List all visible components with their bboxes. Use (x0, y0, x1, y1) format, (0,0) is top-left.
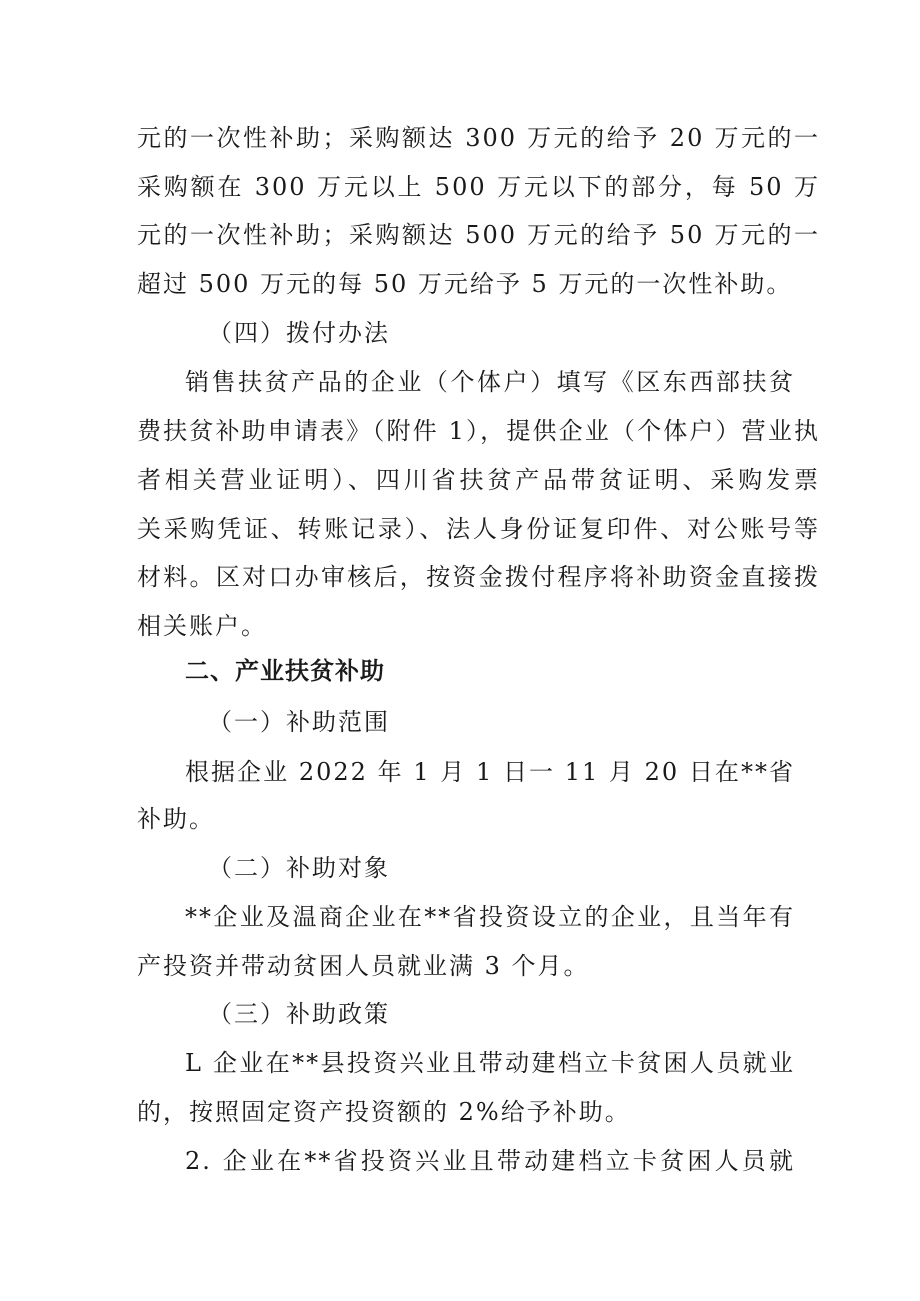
subheading-scope: （一）补助范围 (208, 708, 390, 736)
text-line-6: 销售扶贫产品的企业（个体户）填写《区东西部扶贫 (185, 368, 795, 396)
section-heading-industry-subsidy: 二、产业扶贫补助 (185, 657, 385, 685)
text-line-3: 元的一次性补助；采购额达 500 万元的给予 50 万元的一 (137, 221, 820, 249)
text-line-10: 材料。区对口办审核后，按资金拨付程序将补助资金直接拨 (137, 563, 820, 591)
text-line-17: **企业及温商企业在**省投资设立的企业，且当年有 (185, 903, 795, 931)
text-line-14: 根据企业 2022 年 1 月 1 日一 11 月 20 日在**省 (185, 758, 795, 786)
subheading-target: （二）补助对象 (208, 854, 390, 882)
text-line-9: 关采购凭证、转账记录）、法人身份证复印件、对公账号等 (137, 515, 820, 543)
text-line-8: 者相关营业证明）、四川省扶贫产品带贫证明、采购发票 (137, 466, 820, 494)
text-line-20: L 企业在**县投资兴业且带动建档立卡贫困人员就业 (185, 1049, 795, 1077)
text-line-15: 补助。 (137, 805, 215, 833)
text-line-7: 费扶贫补助申请表》（附件 1），提供企业（个体户）营业执 (137, 417, 820, 445)
subheading-policy: （三）补助政策 (208, 1000, 390, 1028)
text-line-11: 相关账户。 (137, 612, 267, 640)
text-line-22: 2. 企业在**省投资兴业且带动建档立卡贫困人员就 (185, 1147, 795, 1175)
text-line-4: 超过 500 万元的每 50 万元给予 5 万元的一次性补助。 (137, 270, 793, 298)
text-line-18: 产投资并带动贫困人员就业满 3 个月。 (137, 952, 590, 980)
text-line-2: 采购额在 300 万元以上 500 万元以下的部分，每 50 万 (137, 173, 820, 201)
subheading-disbursement: （四）拨付办法 (208, 319, 390, 347)
text-line-1: 元的一次性补助；采购额达 300 万元的给予 20 万元的一 (137, 124, 820, 152)
text-line-21: 的，按照固定资产投资额的 2%给予补助。 (137, 1098, 631, 1126)
